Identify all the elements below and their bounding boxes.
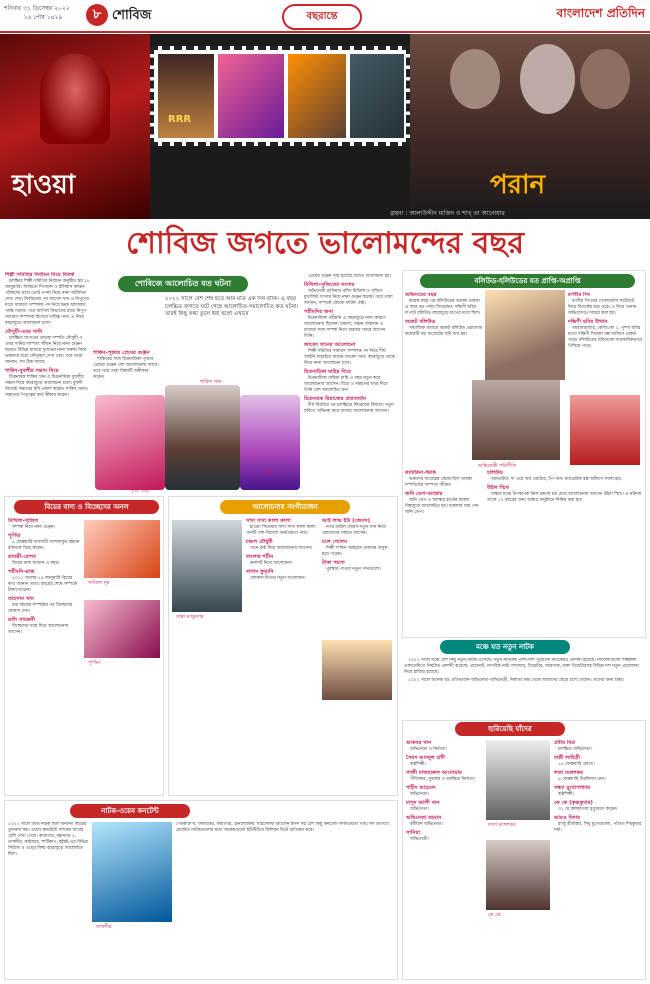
bolly-heading-1: অভিনয়ের বছর [405,292,437,298]
paper-logo: বাংলাদেশ প্রতিদিন [556,6,645,20]
col1-heading-3: শাকিব-বুবলীর সন্তান নিয়ে [5,368,59,374]
web-text-a: ২০২২ সালে টিভি নাটক ছিল অন্যান্য বছরের তুলনায় কম। ওয়েব কনটেন্টে দর্শকের আগ্রহ বেশি দেখা গেছে। কারাগার, মহানগর ২, তাকদীর, কাইজার, শাটিকাপ, হইচই-এর বিভিন্ন সিরিজ ও ওয়েব ফিল্ম বছরজুড়ে আলোচিত ছিল। [8,822,88,857]
bollywood-ribbon: বলিউড-হলিউডের যত প্রাপ্তি-অপ্রাপ্তি [420,274,635,288]
stage-text [404,658,644,718]
obit-text-11: ৩১ মে কলকাতায় মৃত্যুবরণ করেন। [558,807,618,812]
obit-name-2: গাজী মাজহারুল আনোয়ার [406,770,462,776]
obit-text-5: বর্ষীয়ান অভিনেতা। [410,822,443,827]
obit-text-6: অভিনেত্রী। [410,837,429,842]
obit-text-4: অভিনেতা। [410,807,429,812]
bolly-photo-2 [472,380,560,460]
hawa-title: হাওয়া [12,170,76,200]
col1-heading-2: মৌসুমী-ওমর সানি [5,329,43,335]
stage-text-2: ২০২২ সালে অনেক বড় প্রতিভাবান অভিনেতা-অভিনেত্রী, নির্মাতা মঞ্চ থেকে আমাদের ছেড়ে চলে গেছেন। তাদের জন্য শ্রদ্ধা। [408,678,624,683]
obit-text-7: চলচ্চিত্র অভিনেতা। [558,747,592,752]
caption-2: পূজা চেরী [130,488,150,494]
bolly-text-4: সামাজিক মাধ্যমে বয়কট বলিউড প্রচারণায় কয়েকটি বড় বাজেটের ছবি ব্যর্থ হয়। [405,326,483,337]
marriage-text-0: সম্পর্ক নিয়ে নানা গুঞ্জন। [12,525,56,530]
marriage-text-1: ৪ ফেব্রুয়ারি ব্যবসায়ী আশফাকুর রহমান রবিনকে বিয়ে করেন। [8,540,80,551]
marriage-name-0: মিথিলা-সৃজিত [8,518,39,524]
date-line-2: ১৬ পৌষ ১৪২৯ [23,14,63,21]
bolly-text-1: কয়েক বছর পর বলিউডের অনেক তারকা এ বছর বড় পর্দায় ফিরেছেন। দক্ষিণী ছবির দাপটে বলিউড বছরজুড়ে চাপের মধ্যে ছিল। [405,299,481,316]
web-photo [92,822,172,922]
caption-1: শাকিব খান [200,379,222,385]
marriage-photo-couple [84,520,160,578]
col3-text-3: শিল্পী সমিতির সাধারণ সম্পাদক পদ নিয়ে দীর্ঘ আইনি লড়াইয়ে জড়ান জায়েদ খান। বছরজুড়ে তাকে নিয়ে নানা আলোচনা চলে। [304,349,395,366]
marriage-text-5: বিচ্ছেদের খবর দিয়ে আলোচনায় আসেন। [8,624,69,635]
music-text-3: শিল্পী শাফিন আহমেদ গুরুতর অসুস্থ হয়ে পড়েন। [322,546,388,557]
col2-block [93,350,161,390]
col2-heading-1: শাকিব-পূজার প্রেমের গুঞ্জন [93,350,150,356]
music-text-4: কনসার্ট নিয়ে আলোচনা। [250,561,293,566]
masthead-rule [0,31,650,33]
poran-poster [410,34,650,219]
bolly-heading-8: জনি ডেপ-অ্যাম্বার [405,491,443,497]
poster-banner [0,34,650,219]
web-text-b: পেটকাটা ষ, সিন্ডিকেট, কারাগার, ঊনলৌকিক, মাইসেলফ অ্যালেন স্বপন সহ বেশ কিছু কনটেন্ট দর্শকপ্রিয়তা পায়। ঈদ উৎসবে প্রচারিত নাটকগুলোর মধ্যে অনেকগুলো ইউটিউবে মিলিয়ন ভিউ অতিক্রম করে। [176,822,389,833]
film-still-3 [288,54,346,138]
caption-3: বুবলী [262,470,273,476]
col3-heading-5: চিত্রনায়ক রিয়াজের প্রত্যাবর্তন [304,396,367,402]
bolly-text-5: ভক্তদের আগ্রহের কেন্দ্রে ছিল তারকা দম্পতিদের দাম্পত্য জীবন। [405,477,473,488]
obit-col-a [406,740,484,976]
obit-name-5: অভিনেতা রহমান [406,815,442,821]
center-logo: বছরান্তে [282,4,362,30]
col2-text-1: শাকিবের সঙ্গে চিত্রনায়িকা পূজার প্রেমের গুঞ্জন বেশ আলোচনায় আসে। তবে পরে তারা বিষয়টি অস্বীকার করেন। [93,357,159,380]
col1-text-3: চিত্রনায়ক শাকিব খান ও চিত্রনায়িকা বুবলীর সন্তান নিয়ে বছরজুড়ে আলোচনা চলে। বুবলী নিজেই সন্তানের ছবি প্রকাশ করেন। শাকিব খানও সন্তানের পিতৃত্বের কথা স্বীকার করেন। [5,375,88,398]
banner-credit: গ্রন্থনা : আলাউদ্দীন মাজিদ ও শাখ্‌ তা আনোয়ার [390,210,505,217]
col3-heading-2: পরীমনির জন্য [304,309,334,315]
obit-caption-2: কে কে [488,912,501,918]
col3-text-1: অভিনেত্রী রাফিয়াথ রশিদ মিথিলা ও সৃজিত মুখার্জির সংসার নিয়ে নানা গুঞ্জন ছড়ায়। তবে তারা জানান, সম্পর্কে কোনো ফাটল নেই। [304,289,393,306]
date-line-1: শনিবার ৩১ ডিসেম্বর ২০২২ [4,5,70,12]
bolly-heading-4: বয়কট বলিউড [405,319,436,325]
obit-name-7: প্রবীর মিত্র [554,740,576,746]
obit-name-10: সন্ধ্যা মুখোপাধ্যায় [554,785,591,791]
rrr-still: RRR [158,54,214,138]
music-heading-2: আই লাভ ইউ (জেমস) [322,518,370,524]
music-heading-4: বাংলার শচীন [246,554,274,560]
marriage-text-3: ২০২২ সালের ২৪ জানুয়ারি বিয়ের কথা জানান তারা। বছরের শেষে সম্পর্কে টানাপোড়েন। [8,576,77,593]
obit-caption-1: লতা মঙ্গেশকর [488,822,516,828]
obit-ribbon: হারিয়েছি যাঁদের [455,722,565,736]
bolly-text-3: আরআরআর, কেজিএফ ২, পুষ্পা ছবির মতো দক্ষিণী সিনেমা বক্স অফিসে রেকর্ড গড়ে। বলিউডের ছবিগুলো ব্যবসায়িকভাবে পিছিয়ে পড়ে। [568,326,642,349]
obit-text-3: অভিনেতা। [410,792,429,797]
masthead [0,0,650,32]
bolly-heading-7: উইল স্মিথ [487,485,509,491]
music-heading-1: চঞ্চল চৌধুরী [246,539,273,545]
col1-text-2: চলচ্চিত্র জগতের তারকা দম্পতি মৌসুমী ও ওমর সানির দাম্পত্য জীবন নিয়ে নানা গুঞ্জন ছড়ায়। বিভিন্ন মাধ্যমে দুজনের নানা বক্তব্য নিয়ে ভক্তদের মধ্যে কৌতূহল দেখা দেয়। পরে তারা জানান, সব ঠিক আছে। [5,336,87,365]
bolly-text-6: অ্যাভাটার: দ্য ওয়ে অব ওয়াটার, টপ গান: ম্যাভেরিক বক্স অফিসে সফল হয়। [491,477,622,482]
bolly-text-2: রণবীর সিংয়ের খোলামেলা ফটোশুট নিয়ে বিতর্কের ঝড় ওঠে। এ নিয়ে থানায় অভিযোগও দায়ের করা হয়। [568,299,637,316]
music-text-6: লোকসংগীতের নতুন সংযোজন। [250,576,306,581]
obit-text-9: ৬ ফেব্রুয়ারি চিরবিদায় নেন। [558,777,606,782]
marriage-caption-1: সাবিলা নূর [88,580,110,586]
section-name: শোবিজ [112,8,152,23]
page-headline: শোবিজ জগতে ভালোমন্দের বছর [0,219,650,269]
bolly-photo-3 [570,395,640,465]
obit-text-10: কণ্ঠশিল্পী। [558,792,574,797]
controversy-ribbon: শোবিজে আলোচিত যত ঘটনা [118,276,248,292]
col3-heading-4: চিত্রনায়িকা মাহির বিয়ে [304,369,351,375]
obit-name-4: মাসুদ আলী খান [406,800,440,806]
marriage-photo-2 [84,600,160,658]
marriage-list [8,518,80,788]
obit-name-0: আকবর খান [406,740,432,746]
obit-text-2: গীতিকার, সুরকার ও চলচ্চিত্র নির্মাতা। [410,777,476,782]
film-still-2 [218,54,284,138]
marriage-ribbon: বিয়ের বাদ্য ও বিচ্ছেদের অনল [14,500,159,514]
music-text-5: পুরস্কার পাওয়া নতুন গানগুলো। [326,567,381,572]
music-ribbon: আলোচনায় সংগীতাঙ্গন [220,500,350,514]
film-still-4 [350,54,404,138]
bolly-text-7: অস্কার মঞ্চে উপস্থাপক ক্রিস রককে চড় মেরে আলোচনায় আসেন উইল স্মিথ। এ ঘটনায় তাকে ১০ বছরের জন্য অস্কার অনুষ্ঠানে নিষিদ্ধ করা হয়। [487,492,642,503]
bolly-heading-5: ক্যাটরিনা-ভিকি [405,470,437,476]
obit-name-9: লতা মঙ্গেশকর [554,770,584,776]
marriage-name-5: ডলি সায়ন্তনী [8,617,36,623]
controversy-photo-man [165,385,240,490]
obit-name-1: সৈয়দ আবদুল হাদী [406,755,445,761]
marriage-name-2: শ্রাবন্তী-রোশন [8,554,37,560]
music-heading-6: বাগান কুড়ানি [246,569,274,575]
column-1 [5,272,90,487]
marriage-name-3: পরীমনি-রাজ [8,569,35,575]
bolly-heading-2: রণবীর সিং [568,292,591,298]
marriage-caption-2: পূর্ণিমা [88,660,101,666]
bolly-heading-3: দক্ষিণী ছবির উত্থান [568,319,608,325]
obit-name-3: শাহীদ আহমেদ [406,785,436,791]
obit-text-8: ১৫ ফেব্রুয়ারি প্রয়াত। [558,762,595,767]
bollywood-col-c [568,292,642,392]
obit-name-11: কে কে (কৃষ্ণকুমার) [554,800,593,806]
marriage-text-4: চার বছরের সম্পর্কের পর বিচ্ছেদের ঘোষণা দেন। [8,603,73,614]
col3-text-0: প্রেমের গুঞ্জন সৃষ্টি হয়েছে বলেও আলোচনা হয়। [308,274,392,279]
col3-heading-1: মিথিলা-সৃজিতের সংসার [304,282,355,288]
web-caption: তাকদীর [96,924,112,930]
obit-name-12: আরও বিদায় [554,815,581,821]
hawa-poster [0,34,150,219]
bolly-photo-1 [485,290,565,380]
col3-text-2: চিত্রনায়িকা পরীমনি এ বছরজুড়ে নানা কারণে আলোচনায় ছিলেন। মামলা, সন্তান জন্মদান ও রাজের সঙ্গে সম্পর্ক নিয়ে বারবার খবরে আসেন তিনি। [304,316,386,339]
music-text-2: নগর বাউল জেমস নতুন গান নিয়ে শ্রোতাদের সামনে আসেন। [322,525,386,536]
stage-text-1: ২০২২ সালে মঞ্চে বেশ কিছু নতুন নাটক এসেছে। নতুন নাটকের পাশাপাশি পুরোনো নাটকেরও প্রদর্শনী হয়েছে। নাট্যদলগুলো শিল্পকলা একাডেমিতে নিয়মিত প্রদর্শনী করেছে। প্রাচ্যনাট, নাগরিক নাট্য সম্প্রদায়, থিয়েটার, আরণ্যক, ঢাকা থিয়েটারসহ বিভিন্ন দল নতুন প্রযোজনা নিয়ে হাজির হয়েছে। [404,658,639,675]
controversy-photo-woman-1 [95,395,165,490]
bolly-text-8: জনি ডেপ ও অ্যাম্বার হার্ডের মামলা বিশ্বজুড়ে আলোচিত হয়। মামলায় জয় পান জনি ডেপ। [405,498,479,515]
col1-heading-1: শিল্পী সমিতির নির্বাচন নিয়ে বিতর্ক [5,272,75,278]
col3-heading-3: জায়েদ খানের আলোচনা [304,342,356,348]
music-photo [172,520,242,612]
date-box [4,4,82,26]
music-photo-2 [322,640,392,700]
obit-photo-1 [486,740,550,820]
bolly-photo-caption: অভিনেত্রী পরিণীতি [478,463,517,469]
music-text-0: হাওয়া সিনেমার সাদা সাদা কালা কালা গানটি দেশ-বিদেশে জনপ্রিয়তা পায়। [246,525,316,536]
obit-text-0: অভিনেতা ও নির্মাতা। [410,747,448,752]
marriage-name-1: পূর্ণিমা [8,533,21,539]
obit-text-1: কণ্ঠশিল্পী। [410,762,426,767]
bollywood-col-lower-a [405,470,483,600]
marriage-text-2: বিয়ের বাদ্য বাজান এ বছর। [12,561,60,566]
marriage-name-4: তাহসান খান [8,596,34,602]
music-heading-0: সাদা সাদা কালা কালা [246,518,291,524]
col3-text-4: চিত্রনায়িকা মাহিয়া মাহি এ বছর নতুন করে আলোচনায় আসেন। বিয়ে ও সন্তানের খবর দিয়ে তিনি বেশ আলোচিত হন। [304,376,388,393]
col1-text-1: চলচ্চিত্র শিল্পী সমিতির নির্বাচন অনুষ্ঠিত হয় ২৮ জানুয়ারি। নির্বাচনে দিপজল ও ইলিয়াস কাঞ্চন পরিষদের মধ্যে ভোট গণনা নিয়ে নানা জটিলতা দেখা দেয়। নির্বাচনের পর জায়েদ খান ও নিপুণের মধ্যে সাধারণ সম্পাদক পদ নিয়ে দ্বন্দ্ব আদালত পর্যন্ত গড়ায়। পরে আপিল বিভাগের রায়ে নিপুণ সাধারণ সম্পাদক হিসেবে দায়িত্ব পান। এ নিয়ে বছরজুড়ে আলোচনা চলে। [5,279,90,326]
web-ribbon: নাটক-ওয়েব কনটেন্ট [70,804,190,818]
music-text-1: গানে কণ্ঠ দিয়ে আলোচনায় আসেন। [250,546,313,551]
obit-photo-2 [486,840,550,910]
col3-text-5: দীর্ঘ বিরতির পর চলচ্চিত্রে ফিরেছেন রিয়াজ। নতুন ছবিতে অভিনয় করে আবার আলোচনায় আসেন। [304,403,394,414]
obit-col-b [554,740,642,976]
music-list-a [246,518,318,788]
obit-name-6: সানিয়া [406,830,421,836]
poran-title: পরান [490,170,546,200]
page-number-badge: ৮ [86,4,108,26]
film-strip [150,46,410,146]
bollywood-col-lower-b [487,470,642,635]
music-heading-3: চলে গেলেন [322,539,348,545]
column-3 [304,274,396,492]
stage-ribbon: মঞ্চে যত নতুন নাটক [440,640,570,654]
controversy-intro: ২০২২ সালে বেশ শেষ হতে আর মাত্র এক দিন বাকি। এ বছর চলচ্চিত্র জগতে ঘটে গেছে আলোচিত-সমালোচিত কত ঘটনা। তারই কিছু কথা তুলে ধরা হলো এখানে [165,296,299,317]
obit-text-12: রাজু শ্রীবাস্তব, সিধু মুসেওয়ালা, পণ্ডিত শিবকুমার শর্মা। [554,822,642,833]
obit-name-8: বাপ্পী লাহিড়ী [554,755,580,761]
music-caption: বাপ্পা মজুমদার [176,614,204,620]
bolly-heading-6: হলিউড [487,470,503,476]
music-heading-5: টাকা পয়সা [322,560,345,566]
